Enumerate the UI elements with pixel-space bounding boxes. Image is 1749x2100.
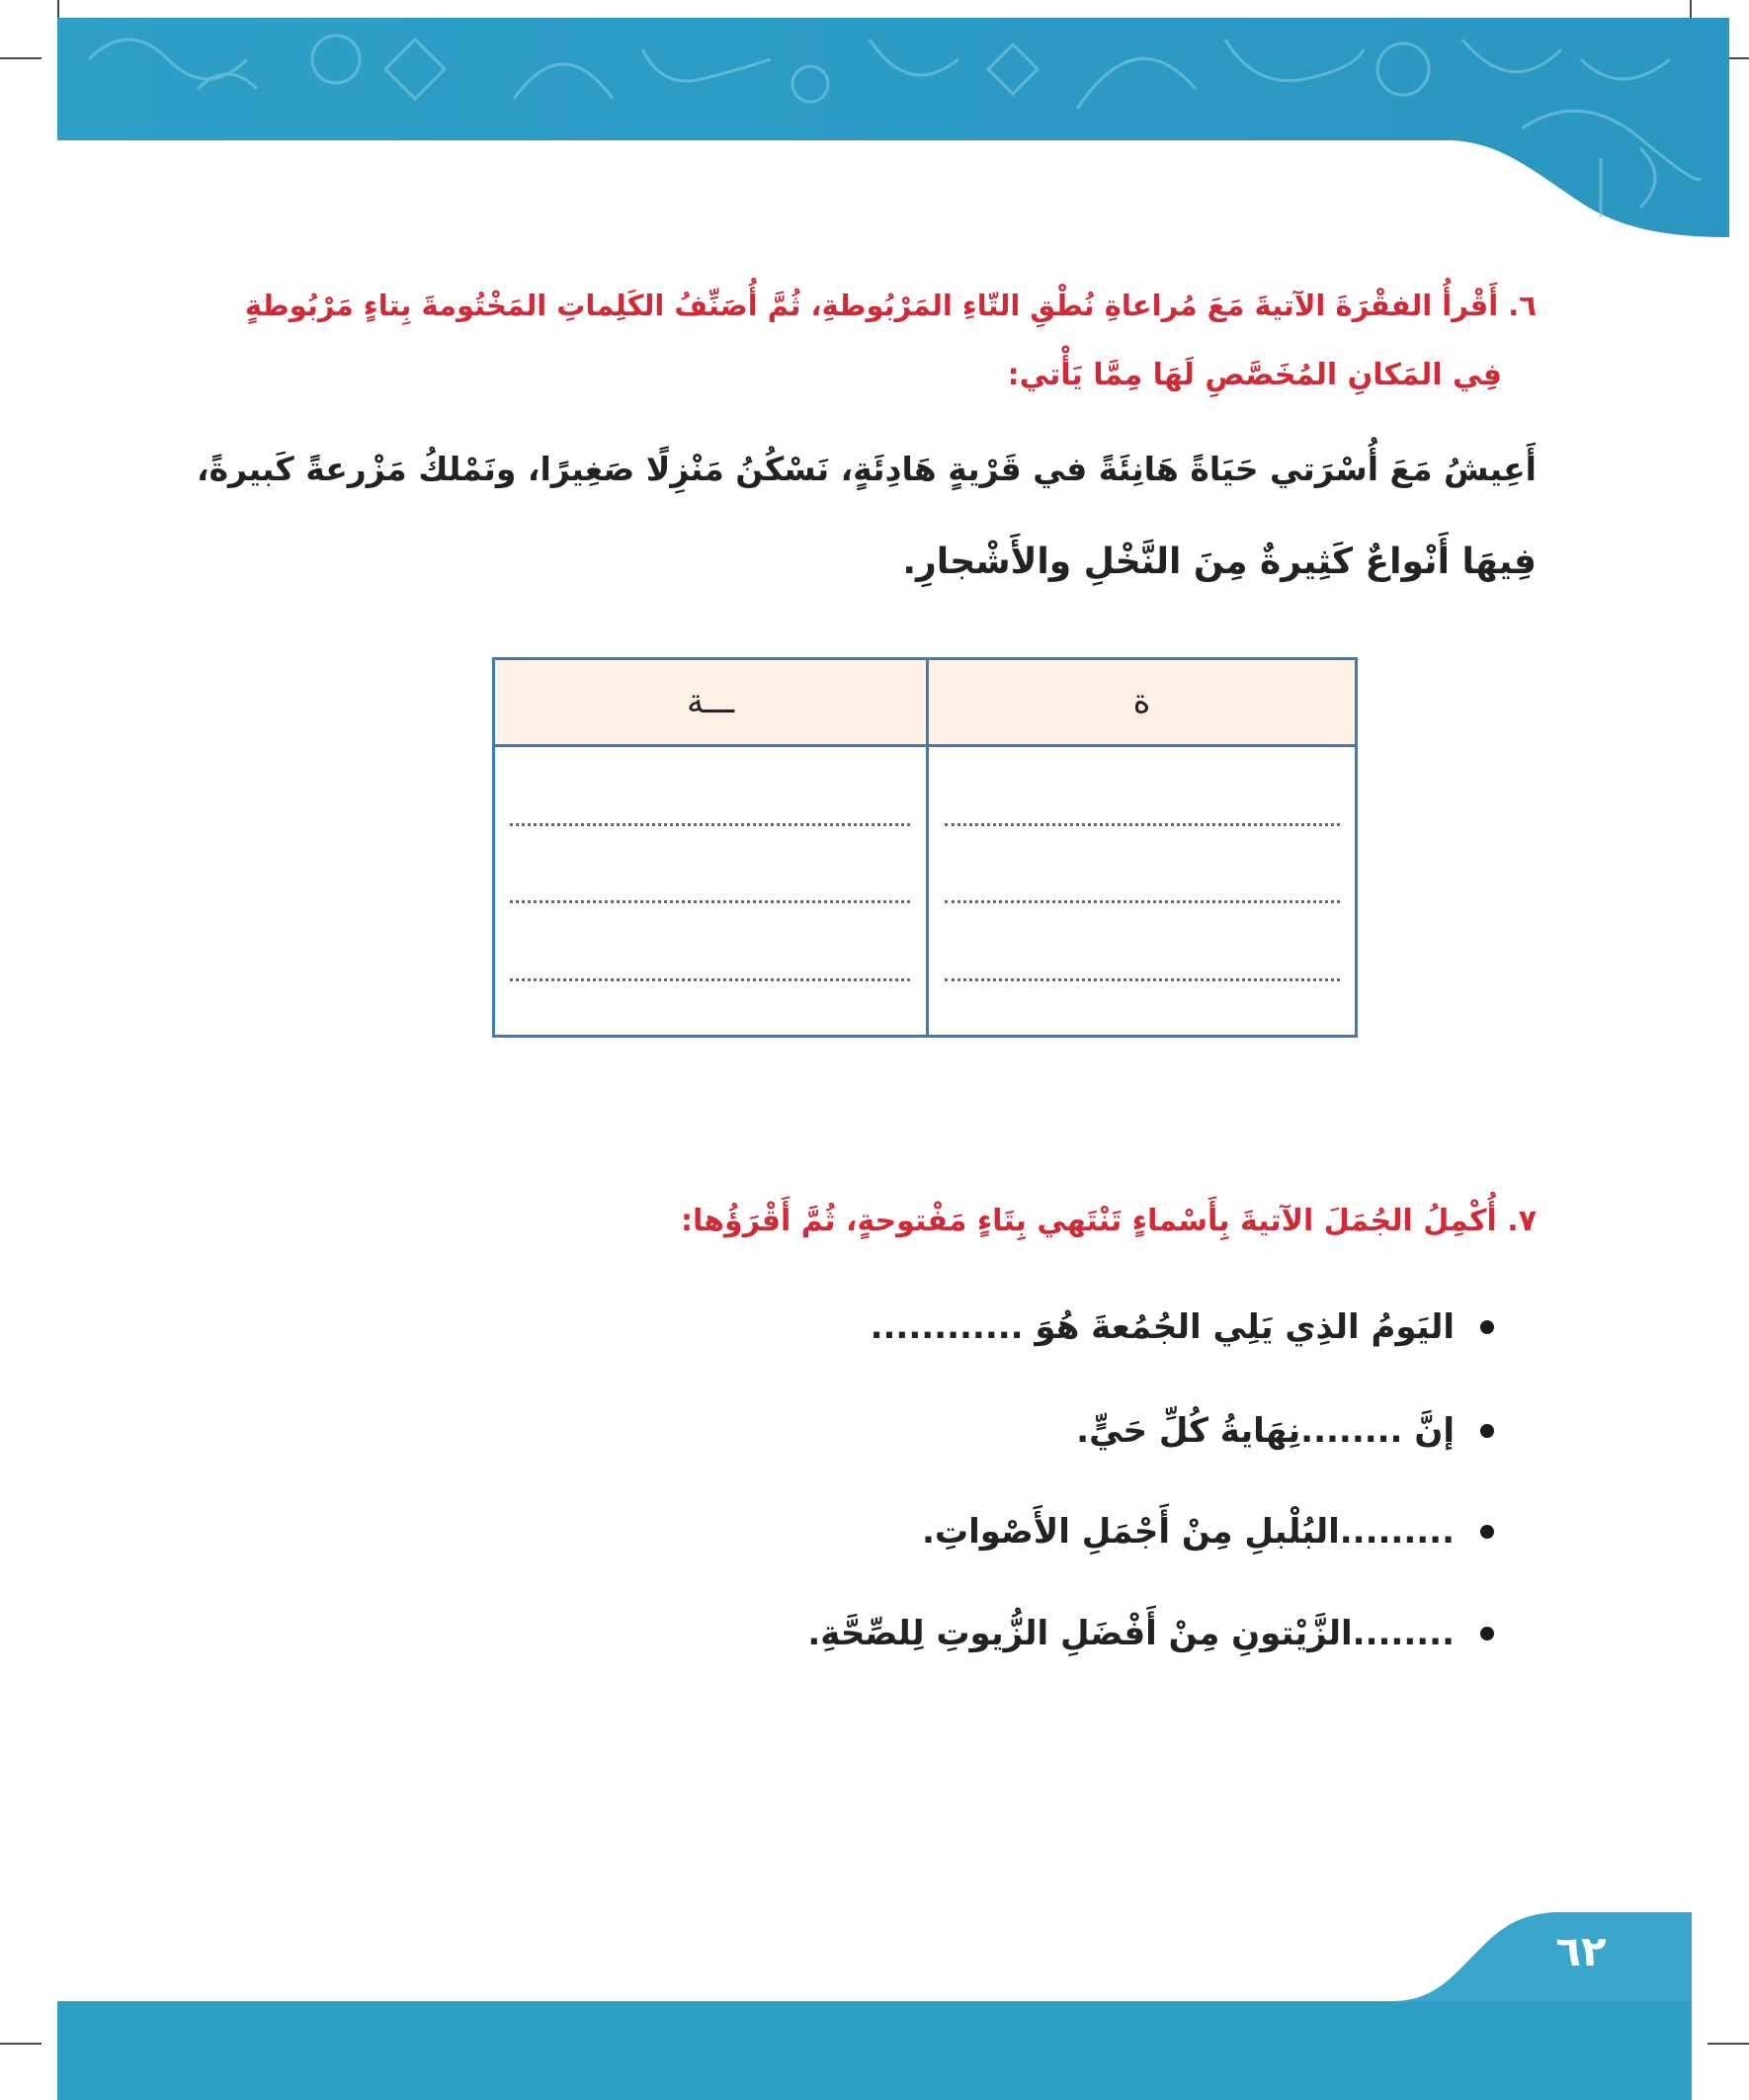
exercise-6-paragraph-line2: فِيهَا أَنْواعٌ كَثِيرةٌ مِنَ النَّخْلِ والأَشْجارِ. bbox=[902, 542, 1537, 582]
bullet-icon bbox=[1480, 1320, 1494, 1334]
exercise-7-item-1 bbox=[871, 1300, 1494, 1355]
answer-line-right-2[interactable] bbox=[945, 900, 1340, 903]
bullet-icon bbox=[1480, 1627, 1494, 1640]
table-column-divider bbox=[926, 660, 929, 1035]
exercise-7-item-text: ........الزَّيْتونِ مِنْ أَفْضَلِ الزُّيوتِ لِلصِّحَّةِ. bbox=[807, 1614, 1455, 1653]
exercise-6-paragraph-line1: أَعِيشُ مَعَ أُسْرَتي حَيَاةً هَانِئَةً في قَرْيةٍ هَادِئَةٍ، نَسْكُنُ مَنْزِلًا صَغِيرًا، ونَمْلكُ مَزْرعةً كَبيرةً، bbox=[197, 450, 1537, 488]
answer-line-left-3[interactable] bbox=[510, 978, 910, 981]
exercise-7-instruction: ٧. أُكْمِلُ الجُمَلَ الآتيةَ بِأَسْماءٍ تَنْتَهي بِتَاءٍ مَفْتوحةٍ، ثُمَّ أَقْرَؤُها: bbox=[680, 1204, 1537, 1238]
answer-line-left-2[interactable] bbox=[510, 900, 910, 903]
classification-table bbox=[492, 657, 1358, 1038]
header-banner bbox=[0, 0, 1749, 277]
exercise-7-item-2 bbox=[1076, 1403, 1494, 1459]
answer-line-left-1[interactable] bbox=[510, 823, 910, 826]
exercise-6-instruction-line1: ٦. أَقْرأُ الفقْرَةَ الآتيةَ مَعَ مُراعاةِ نُطْقِ التّاءِ المَرْبُوطةِ، ثُمَّ أُصَنِّفُ الكَلِماتِ المَخْتُومةَ بِتاءٍ مَرْبُوطةٍ bbox=[244, 289, 1537, 322]
exercise-7-item-3 bbox=[922, 1504, 1494, 1559]
table-header-taa-marbuta: ة bbox=[929, 660, 1355, 747]
exercise-6-instruction-line2: فِي المَكانِ المُخَصَّصِ لَهَا مِمَّا يَأْتي: bbox=[1007, 358, 1502, 392]
table-header-taa-marbuta-connected: ـــة bbox=[495, 660, 926, 747]
exercise-7-item-text: اليَومُ الذِي يَلِي الجُمُعةَ هُوَ ............ bbox=[870, 1307, 1455, 1347]
exercise-7-item-4 bbox=[807, 1606, 1494, 1661]
exercise-7-item-text: .........البُلْبلِ مِنْ أَجْمَلِ الأَصْواتِ. bbox=[922, 1512, 1455, 1552]
answer-line-right-1[interactable] bbox=[945, 823, 1340, 826]
bullet-icon bbox=[1480, 1424, 1494, 1438]
page-number: ٦٢ bbox=[1555, 1927, 1607, 1975]
bullet-icon bbox=[1480, 1525, 1494, 1539]
answer-line-right-3[interactable] bbox=[945, 978, 1340, 981]
exercise-7-item-text: إنَّ ........نِهَايةُ كُلِّ حَيٍّ. bbox=[1076, 1411, 1455, 1451]
footer-banner bbox=[0, 1907, 1749, 2100]
